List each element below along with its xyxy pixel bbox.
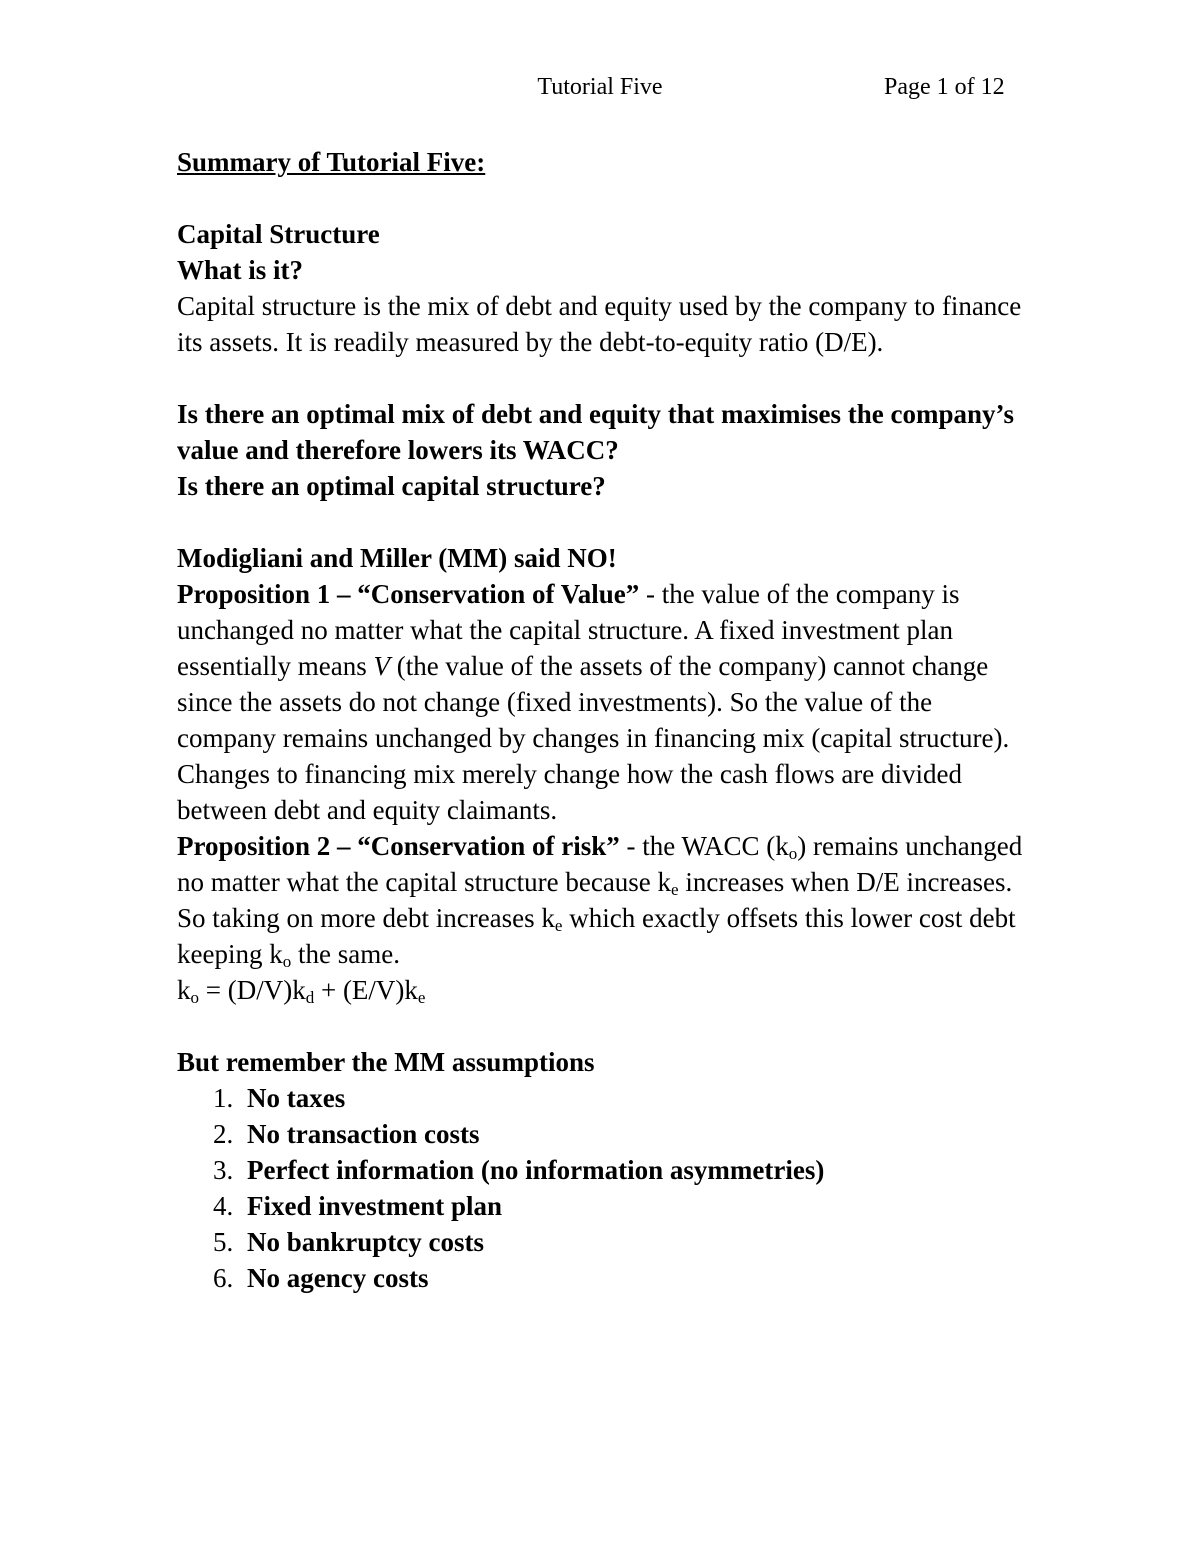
list-item-number: 2. bbox=[213, 1119, 234, 1149]
proposition-2-text-b: ) remains unchanged no matter what the capital structure because k bbox=[177, 831, 1023, 897]
list-item-text: No transaction costs bbox=[247, 1119, 480, 1149]
proposition-1-v: V bbox=[373, 651, 390, 681]
list-item bbox=[177, 1188, 1037, 1224]
formula-k: k bbox=[177, 975, 191, 1005]
formula-eq: = (D/V)k bbox=[199, 975, 306, 1005]
list-item-number: 6. bbox=[213, 1263, 234, 1293]
proposition-1 bbox=[177, 576, 1037, 828]
proposition-2-sub-e-2: e bbox=[554, 916, 563, 935]
proposition-2-text-d: which exactly offsets this lower cost debt keeping k bbox=[177, 903, 1016, 969]
list-item-number: 1. bbox=[213, 1083, 234, 1113]
page-number: Page 1 of 12 bbox=[884, 74, 1005, 100]
document-body bbox=[177, 144, 1037, 1296]
list-item bbox=[177, 1080, 1037, 1116]
proposition-2-text-e: the same. bbox=[291, 939, 400, 969]
proposition-1-text-b: (the value of the assets of the company) cannot change since the assets do not change (fixed investments). So the value of the company remains unchanged by changes in financing mix (capital structure). Changes to financing mix merely change how the cash flows are divided between debt and equity claimants. bbox=[177, 651, 1010, 825]
list-item bbox=[177, 1224, 1037, 1260]
list-item-text: No taxes bbox=[247, 1083, 346, 1113]
question-optimal-mix: Is there an optimal mix of debt and equity that maximises the company’s value and therefore lowers its WACC? bbox=[177, 399, 1015, 465]
formula-sub-d: d bbox=[305, 988, 315, 1007]
proposition-2-sub-o: o bbox=[788, 844, 798, 863]
definition-paragraph: Capital structure is the mix of debt and equity used by the company to finance its assets. It is readily measured by the debt-to-equity ratio (D/E). bbox=[177, 291, 1022, 357]
assumptions-list bbox=[177, 1080, 1037, 1296]
section-title: Capital Structure bbox=[177, 219, 380, 249]
list-item-text: No agency costs bbox=[247, 1263, 429, 1293]
list-item-text: No bankruptcy costs bbox=[247, 1227, 485, 1257]
proposition-2-sub-e: e bbox=[671, 880, 679, 899]
list-item-number: 4. bbox=[213, 1191, 234, 1221]
formula-plus: + (E/V)k bbox=[314, 975, 418, 1005]
list-item-number: 5. bbox=[213, 1227, 234, 1257]
header-title: Tutorial Five bbox=[537, 74, 663, 100]
mm-heading: Modigliani and Miller (MM) said NO! bbox=[177, 543, 617, 573]
what-heading: What is it? bbox=[177, 255, 304, 285]
list-item-text: Fixed investment plan bbox=[247, 1191, 503, 1221]
proposition-2-label: Proposition 2 – “Conservation of risk” bbox=[177, 831, 620, 861]
formula-sub-e: e bbox=[417, 988, 426, 1007]
question-optimal-structure: Is there an optimal capital structure? bbox=[177, 471, 606, 501]
proposition-2-text-a: - the WACC (k bbox=[619, 831, 789, 861]
list-item-number: 3. bbox=[213, 1155, 234, 1185]
list-item bbox=[177, 1116, 1037, 1152]
wacc-formula bbox=[177, 972, 1037, 1008]
list-item bbox=[177, 1152, 1037, 1188]
formula-sub-o: o bbox=[190, 988, 199, 1007]
proposition-2-text-c: increases when D/E increases. So taking on more debt increases k bbox=[177, 867, 1013, 933]
list-item-text: Perfect information (no information asymmetries) bbox=[247, 1155, 825, 1185]
proposition-1-text-a: - the value of the company is unchanged no matter what the capital structure. A fixed investment plan essentially means bbox=[177, 579, 960, 681]
proposition-2-sub-o-2: o bbox=[282, 952, 292, 971]
proposition-2 bbox=[177, 828, 1037, 972]
proposition-1-label: Proposition 1 – “Conservation of Value” bbox=[177, 579, 640, 609]
list-item bbox=[177, 1260, 1037, 1296]
assumptions-heading: But remember the MM assumptions bbox=[177, 1047, 595, 1077]
summary-heading: Summary of Tutorial Five: bbox=[177, 147, 486, 177]
